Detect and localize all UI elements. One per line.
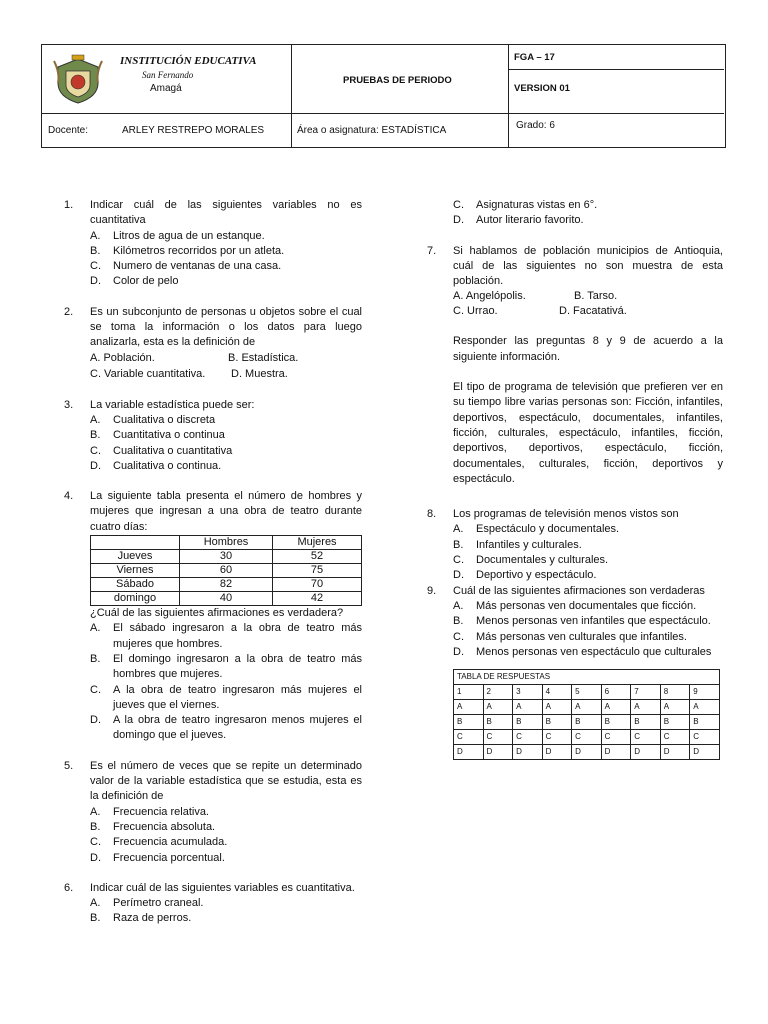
option-c: C. Frecuencia acumulada. [90,836,228,849]
question-number: 5. [64,759,74,772]
answer-row-c [454,730,720,745]
question-text: Los programas de televisión menos vistos son [453,508,679,521]
answer-cell[interactable]: B [690,715,720,730]
option-b: B. Kilómetros recorridos por un atleta. [90,244,285,257]
option-a: A. Angelópolis. [453,290,526,303]
option-b: B. Raza de perros. [90,912,192,925]
question-text: La variable estadística puede ser: [90,398,255,411]
question-prompt: ¿Cuál de las siguientes afirmaciones es verdadera? [90,607,344,620]
answer-cell[interactable]: C [454,730,484,745]
institution-town: San Fernando [142,70,194,80]
teacher-name: ARLEY RESTREPO MORALES [122,125,265,136]
option-a: A. Población. [90,351,155,364]
option-c: C. Más personas ven culturales que infantiles. [453,630,687,643]
table-row: domingo 40 42 [91,592,362,606]
answer-cell[interactable]: C [483,730,513,745]
question-number: 4. [64,490,74,503]
answer-cell[interactable]: B [513,715,543,730]
question-text: La siguiente tabla presenta el número de hombres y mujeres que ingresan a una obra de teatro durante cuatro días: [90,490,362,533]
divider [508,45,509,147]
option-d: D. Muestra. [231,367,288,380]
right-column [427,198,723,660]
option-c: C. Asignaturas vistas en 6°. [453,199,598,211]
answer-number: 3 [513,685,543,700]
option-b: B. Estadística. [228,351,299,364]
option-d: D. A la obra de teatro ingresaron menos mujeres el domingo que el jueves. [90,714,362,742]
question-number: 2. [64,305,74,318]
answer-cell[interactable]: C [690,730,720,745]
answer-cell[interactable]: B [601,715,631,730]
teacher-label: Docente: [48,125,89,136]
answer-cell[interactable]: D [601,745,631,760]
option-b: B. Menos personas ven infantiles que espectáculo. [453,615,711,628]
option-d: D. Menos personas ven espectáculo que culturales [453,645,712,658]
answer-cell[interactable]: B [483,715,513,730]
option-b: B. Tarso. [574,290,618,303]
option-a: A. Litros de agua de un estanque. [90,229,265,242]
option-b: B. Infantiles y culturales. [453,538,582,551]
institution-name: INSTITUCIÓN EDUCATIVA [120,55,257,67]
question-number: 7. [427,244,437,257]
option-c: C. Urrao. [453,305,498,318]
form-version: VERSION 01 [514,83,570,94]
option-d: D. Frecuencia porcentual. [90,851,225,864]
divider [508,69,724,70]
answer-table-title-row [454,670,720,685]
answer-cell[interactable]: A [690,700,720,715]
answer-number: 1 [454,685,484,700]
options-row [453,304,723,319]
question-2 [64,305,362,383]
option-b: B. El domingo ingresaron a la obra de teatro más hombres que mujeres. [90,652,362,681]
question-text: Indicar cuál de las siguientes variables no es cuantitativa [90,199,362,227]
question-8 [427,507,723,583]
answer-cell[interactable]: C [601,730,631,745]
answer-number-row [454,685,720,700]
divider [291,45,292,113]
question-text: Si hablamos de población municipios de Antioquia, cuál de las siguientes no son muestra de esta población. [453,244,723,288]
answer-number: 8 [660,685,690,700]
divider [291,113,292,147]
question-number: 1. [64,199,74,211]
option-a: A. Más personas ven documentales que ficción. [453,599,697,612]
option-a: A. Perímetro craneal. [90,897,204,910]
table-row: Jueves 30 52 [91,550,362,564]
option-a: A. Frecuencia relativa. [90,805,209,818]
table-row: Sábado 82 70 [91,578,362,592]
options-row [90,351,362,367]
answer-number: 9 [690,685,720,700]
option-c: C. Numero de ventanas de una casa. [90,260,282,273]
answer-cell[interactable]: D [483,745,513,760]
answer-cell[interactable]: D [513,745,543,760]
option-a: A. Espectáculo y documentales. [453,523,620,536]
answer-cell[interactable]: A [660,700,690,715]
answer-cell[interactable]: B [542,715,572,730]
answer-cell[interactable]: A [572,700,602,715]
question-6-continued [427,198,723,229]
answer-number: 5 [572,685,602,700]
question-text: Es un subconjunto de personas u objetos sobre el cual se toma la información o los datos para luego analizarla, esta es la definición de [90,305,362,349]
answer-cell[interactable]: D [690,745,720,760]
answer-cell[interactable]: C [631,730,661,745]
question-text: Es el número de veces que se repite un determinado valor de la variable estadística que se estudia, esta es la definición de [90,759,362,803]
option-c: C. Documentales y culturales. [453,554,609,567]
data-table [90,535,362,606]
answer-cell[interactable]: A [601,700,631,715]
options-row [453,289,723,304]
question-number: 6. [64,881,74,894]
question-3 [64,398,362,474]
option-d: D. Deportivo y espectáculo. [453,569,597,582]
answer-cell[interactable]: D [631,745,661,760]
question-1 [64,198,362,290]
question-6 [64,881,362,927]
answer-cell[interactable]: C [660,730,690,745]
option-d: D. Facatativá. [559,305,627,318]
answer-table-title: TABLA DE RESPUESTAS [454,670,720,685]
option-b: B. Frecuencia absoluta. [90,820,216,833]
answer-table [453,669,720,760]
instructions-text: Responder las preguntas 8 y 9 de acuerdo a la siguiente información. [453,335,723,363]
answer-cell[interactable]: D [572,745,602,760]
subject-area: Área o asignatura: ESTADÍSTICA [297,125,447,136]
answer-number: 6 [601,685,631,700]
question-7 [427,244,723,320]
information-paragraph [427,380,723,487]
information-text: El tipo de programa de televisión que prefieren ver en su tiempo libre varias personas son: Ficción, infantiles, deportivos, espectáculo, documentales, infantiles, ficción, culturales, espectáculo, infantiles, ficción, deportivos, deportivos, espectáculo, ficción, documentales, culturales, ficción, deportivos y espectáculo. [453,381,723,485]
question-number: 9. [427,584,437,597]
page-title: PRUEBAS DE PERIODO [343,75,452,86]
answer-number: 4 [542,685,572,700]
form-code: FGA – 17 [514,52,555,63]
answer-row-b [454,715,720,730]
option-a: A. Cualitativa o discreta [90,413,216,426]
answer-cell[interactable]: A [483,700,513,715]
option-c: C. Cualitativa o cuantitativa [90,444,233,457]
answer-cell[interactable]: A [454,700,484,715]
answer-number: 7 [631,685,661,700]
answer-cell[interactable]: D [660,745,690,760]
question-5 [64,759,362,866]
left-column [64,198,362,927]
answer-cell[interactable]: C [513,730,543,745]
option-a: A. El sábado ingresaron a la obra de teatro más mujeres que hombres. [90,622,362,650]
question-text: Cuál de las siguientes afirmaciones son verdaderas [453,584,705,597]
answer-cell[interactable]: B [454,715,484,730]
option-c: C. A la obra de teatro ingresaron más mujeres el jueves que el viernes. [90,683,362,711]
answer-cell[interactable]: D [454,745,484,760]
question-number: 3. [64,398,74,411]
answer-cell[interactable]: C [542,730,572,745]
question-4 [64,489,362,744]
school-crest-logo [52,53,104,105]
answer-row-d [454,745,720,760]
answer-row-a [454,700,720,715]
answer-cell[interactable]: C [572,730,602,745]
answer-cell[interactable]: B [631,715,661,730]
answer-cell[interactable]: B [660,715,690,730]
answer-cell[interactable]: B [572,715,602,730]
table-header-row: Hombres Mujeres [91,536,362,550]
answer-cell[interactable]: D [542,745,572,760]
question-text: Indicar cuál de las siguientes variables es cuantitativa. [90,881,355,894]
table-row: Viernes 60 75 [91,564,362,578]
option-d: D. Autor literario favorito. [453,214,584,227]
option-d: D. Color de pelo [90,275,179,288]
option-b: B. Cuantitativa o continua [90,429,225,442]
institution-city: Amagá [150,83,182,94]
option-d: D. Cualitativa o continua. [90,459,222,472]
question-number: 8. [427,508,437,521]
question-9 [427,584,723,660]
answer-number: 2 [483,685,513,700]
grade-label: Grado: 6 [516,120,555,131]
header-table [41,44,726,148]
instructions [427,334,723,365]
answer-cell[interactable]: A [542,700,572,715]
answer-cell[interactable]: A [631,700,661,715]
answer-cell[interactable]: A [513,700,543,715]
options-row [90,367,362,383]
option-c: C. Variable cuantitativa. [90,367,206,380]
divider [42,113,724,114]
